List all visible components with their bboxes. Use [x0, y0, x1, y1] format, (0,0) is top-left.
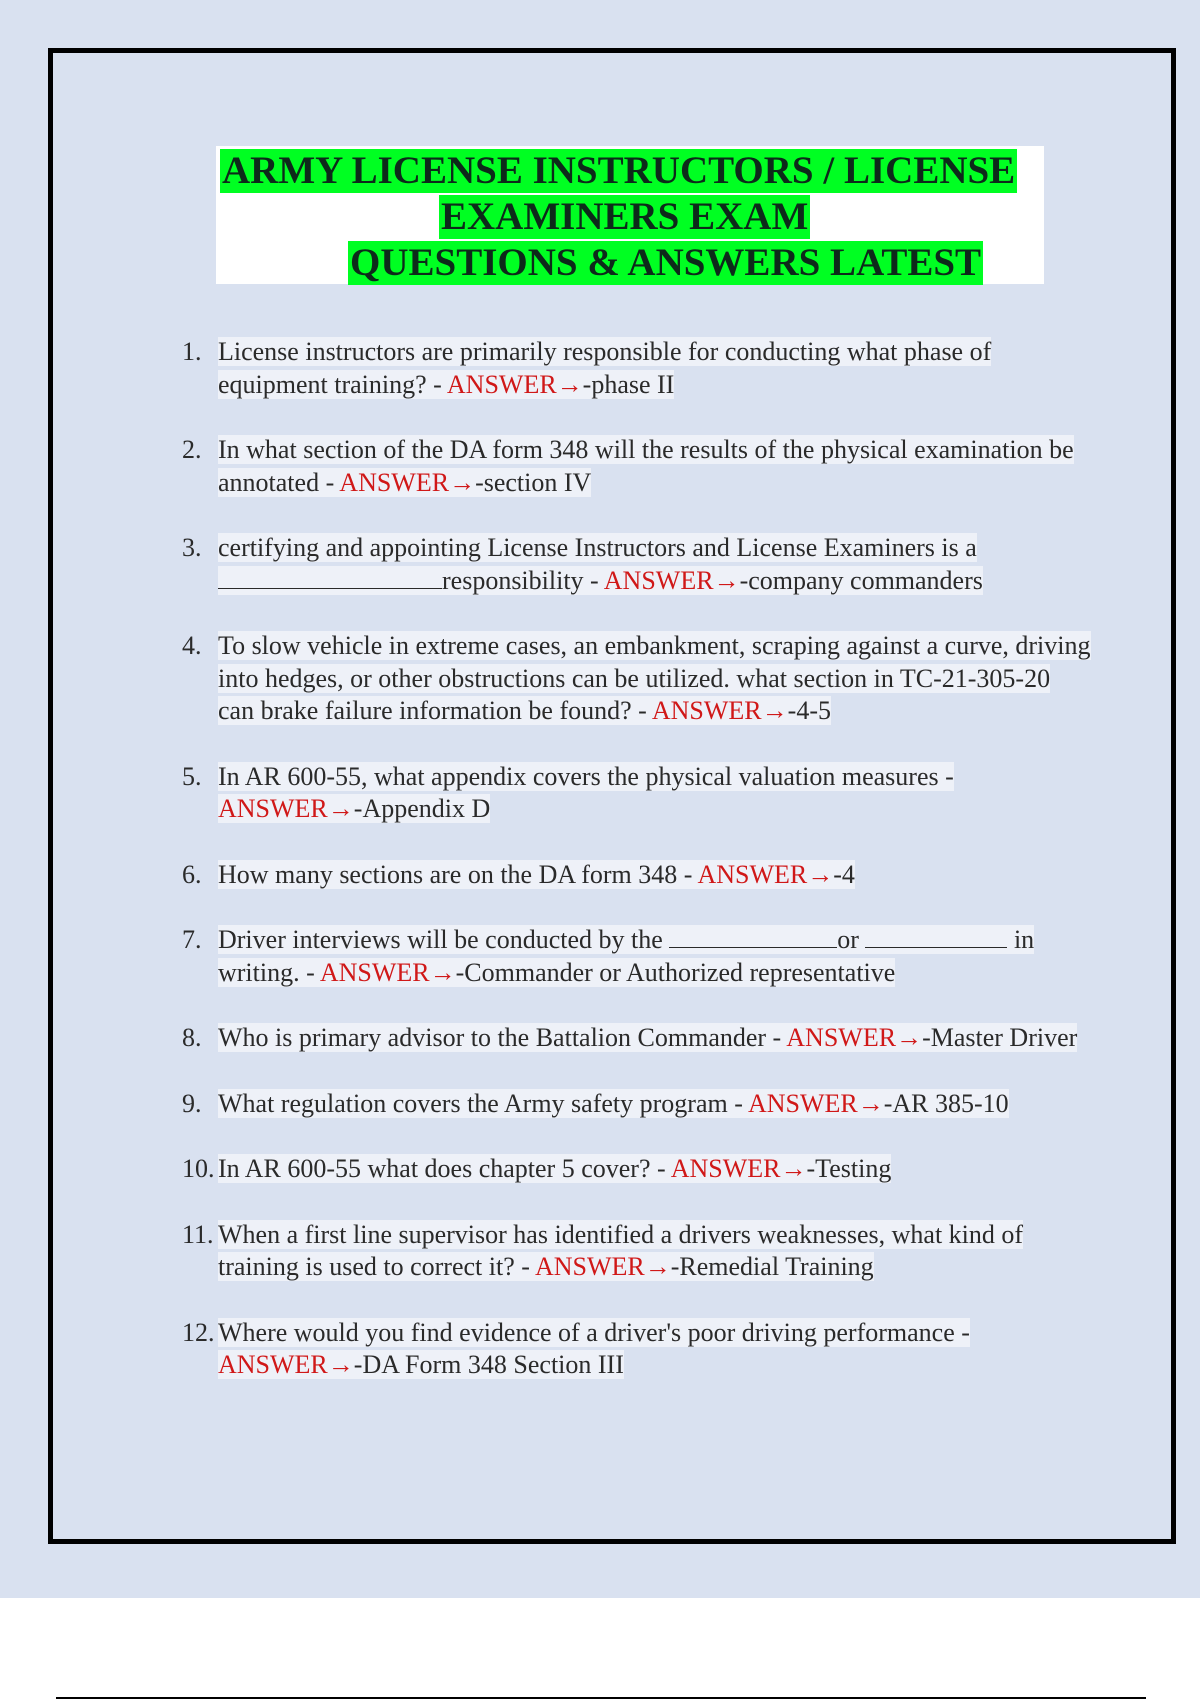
fill-in-blank	[669, 925, 837, 948]
answer-label: ANSWER→	[603, 565, 740, 595]
fill-in-blank	[865, 925, 1007, 948]
question-body: In AR 600-55, what appendix covers the physical valuation measures -	[218, 761, 954, 791]
question-text	[218, 860, 855, 889]
question-body: in writing. -	[218, 925, 1035, 987]
answer-text: -Remedial Training	[670, 1252, 874, 1281]
question-body: Who is primary advisor to the Battalion Commander -	[218, 1023, 787, 1052]
question-item	[172, 1317, 1092, 1382]
question-number: 11.	[182, 1219, 214, 1249]
question-text	[218, 1318, 970, 1380]
question-body: Where would you find evidence of a driver's poor driving performance -	[218, 1317, 970, 1347]
answer-text: -DA Form 348 Section III	[353, 1350, 624, 1379]
title-line-3: QUESTIONS & ANSWERS LATEST	[350, 241, 982, 284]
question-text	[218, 533, 983, 595]
question-text	[218, 1023, 1077, 1052]
question-number: 4.	[182, 631, 202, 660]
question-item	[172, 1022, 1092, 1055]
question-number: 8.	[182, 1023, 202, 1052]
question-body-pre-blank: Driver interviews will be conducted by the	[218, 925, 670, 954]
question-body-pre-blank: certifying and appointing License Instructors and License Examiners is a	[218, 533, 977, 562]
answer-text: -AR 385-10	[883, 1088, 1009, 1118]
question-text	[218, 631, 1091, 725]
question-number: 6.	[182, 859, 202, 889]
answer-text: -phase II	[582, 369, 675, 399]
answer-text: -Appendix D	[353, 794, 491, 823]
answer-label: ANSWER→	[697, 859, 834, 889]
question-text	[218, 1089, 1009, 1118]
question-item	[172, 1088, 1092, 1121]
question-body: What regulation covers the Army safety program -	[218, 1088, 748, 1118]
question-text	[218, 1154, 891, 1183]
question-item	[172, 434, 1092, 499]
answer-label: ANSWER→	[786, 1023, 923, 1052]
answer-text: -company commanders	[739, 565, 983, 595]
question-body: License instructors are primarily responsible for conducting what phase of equipment training? -	[218, 337, 992, 399]
question-body: In what section of the DA form 348 will the results of the physical examination be annotated -	[218, 435, 1074, 497]
answer-label: ANSWER→	[218, 1350, 354, 1379]
question-item	[172, 532, 1092, 597]
answer-text: -Commander or Authorized representative	[455, 957, 896, 987]
question-number: 3.	[182, 533, 202, 562]
title-line-1: ARMY LICENSE INSTRUCTORS / LICENSE	[222, 149, 1016, 192]
question-number: 5.	[182, 761, 202, 791]
fill-in-blank	[218, 566, 442, 589]
question-list	[172, 336, 1092, 1382]
question-text	[218, 762, 954, 824]
question-body: How many sections are on the DA form 348 -	[218, 859, 698, 889]
answer-text: -Master Driver	[922, 1023, 1078, 1052]
question-number: 12.	[182, 1317, 215, 1347]
bottom-rule	[56, 1697, 1146, 1699]
answer-text: -Testing	[806, 1154, 892, 1183]
question-body: In AR 600-55 what does chapter 5 cover? -	[218, 1154, 671, 1183]
answer-label: ANSWER→	[651, 696, 788, 725]
title-line-2: EXAMINERS EXAM	[441, 195, 809, 238]
question-number: 10.	[182, 1154, 215, 1183]
question-item	[172, 924, 1092, 989]
question-body: responsibility -	[442, 565, 604, 595]
question-item	[172, 336, 1092, 401]
answer-label: ANSWER→	[319, 957, 456, 987]
answer-text: -section IV	[475, 467, 592, 497]
question-body: When a first line supervisor has identified a drivers weaknesses, what kind of training is used to correct it? -	[218, 1219, 1024, 1281]
question-text	[218, 925, 1034, 987]
question-text	[218, 435, 1074, 497]
answer-text: -4	[833, 859, 855, 889]
answer-label: ANSWER→	[534, 1252, 671, 1281]
question-item	[172, 1153, 1092, 1186]
answer-label: ANSWER→	[670, 1154, 807, 1183]
answer-label: ANSWER→	[339, 467, 476, 497]
question-text	[218, 1220, 1023, 1282]
question-number: 2.	[182, 435, 202, 464]
answer-label: ANSWER→	[747, 1088, 884, 1118]
answer-text: -4-5	[787, 696, 831, 725]
question-item	[172, 859, 1092, 892]
answer-label: ANSWER→	[446, 369, 583, 399]
question-item	[172, 1219, 1092, 1284]
question-number: 1.	[182, 337, 202, 366]
question-text	[218, 337, 991, 399]
question-item	[172, 630, 1092, 728]
question-item	[172, 761, 1092, 826]
question-number: 7.	[182, 925, 202, 954]
question-body: To slow vehicle in extreme cases, an embankment, scraping against a curve, driving into hedges, or other obstructions can be utilized. what section in TC-21-305-20 can brake failure information be found? -	[218, 631, 1091, 725]
question-number: 9.	[182, 1088, 202, 1118]
answer-label: ANSWER→	[218, 794, 354, 823]
question-body-mid: or	[837, 925, 866, 954]
